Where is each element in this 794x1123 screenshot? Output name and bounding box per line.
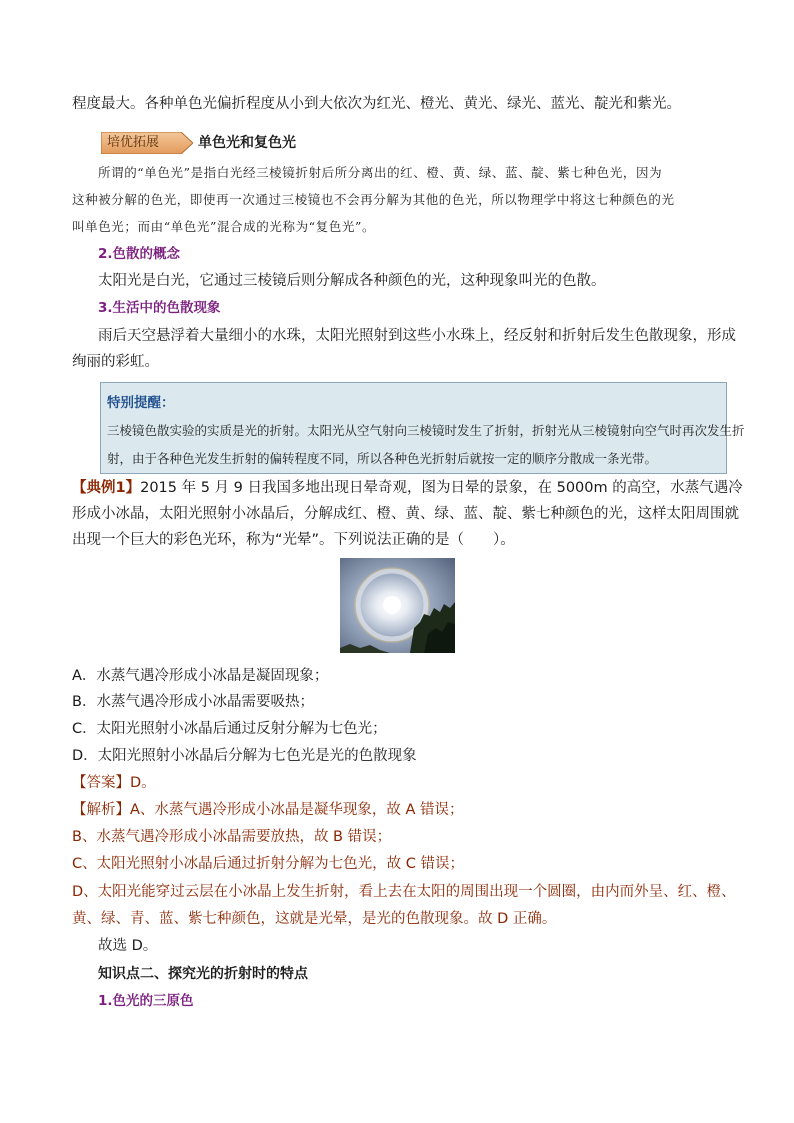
answer-label: 【答案】 [72, 775, 130, 791]
option-c: C．太阳光照射小冰晶后通过反射分解为七色光； [72, 721, 387, 737]
analysis-line-2: B、水蒸气遇冷形成小冰晶需要放热，故 B 错误； [72, 829, 392, 845]
primary-colors-heading: 1.色光的三原色 [98, 993, 194, 1009]
option-a: A．水蒸气遇冷形成小冰晶是凝固现象； [72, 668, 329, 684]
analysis-line-1 [72, 800, 727, 820]
knowledge-point-heading: 知识点二、探究光的折射时的特点 [98, 966, 308, 982]
extension-title: 单色光和复色光 [198, 135, 296, 151]
section2-heading: 2.色散的概念 [98, 246, 181, 262]
answer-line [72, 773, 727, 793]
analysis-label: 【解析】 [72, 802, 130, 818]
option-d: D．太阳光照射小冰晶后分解为七色光是光的色散现象 [72, 748, 417, 764]
section3-body-line-1: 雨后天空悬浮着大量细小的水珠，太阳光照射到这些小水珠上，经反射和折射后发生色散现象，形成 [98, 328, 736, 344]
tag-label: 培优拓展 [107, 135, 160, 150]
example-text-1: 2015 年 5 月 9 日我国多地出现日晕奇观，图为日晕的景象，在 5000m 的高空，水蒸气遇冷 [140, 480, 743, 496]
example-line-2: 形成小冰晶，太阳光照射小冰晶后，分解成红、橙、黄、绿、蓝、靛、紫七种颜色的光，这样太阳周围就 [72, 506, 739, 522]
note-line-2: 射，由于各种色光发生折射的偏转程度不同，所以各种色光折射后就按一定的顺序分散成一条光带。 [107, 451, 658, 466]
special-note-box [100, 382, 745, 474]
extension-line-3: 叫单色光；而由“单色光”混合成的光称为“复色光”。 [72, 219, 376, 234]
conclusion: 故选 D。 [98, 938, 158, 954]
note-line-1: 三棱镜色散实验的实质是光的折射。太阳光从空气射向三棱镜时发生了折射，折射光从三棱镜射向空气时再次发生折 [107, 423, 745, 438]
section3-heading: 3.生活中的色散现象 [98, 300, 221, 316]
analysis-line-4: D、太阳光能穿过云层在小冰晶上发生折射，看上去在太阳的周围出现一个圆圈，由内而外呈、红、橙、 [72, 884, 736, 900]
analysis-line-5: 黄、绿、青、蓝、紫七种颜色，这就是光晕，是光的色散现象。故 D 正确。 [72, 911, 557, 927]
section2-body: 太阳光是白光，它通过三棱镜后则分解成各种颜色的光，这种现象叫光的色散。 [98, 273, 606, 289]
example-line-1 [72, 478, 743, 498]
extension-line-2: 这种被分解的色光，即使再一次通过三棱镜也不会再分解为其他的色光，所以物理学中将这七种颜色的光 [72, 192, 675, 207]
analysis-line-3: C、太阳光照射小冰晶后通过折射分解为七色光，故 C 错误； [72, 856, 464, 872]
example-line-3: 出现一个巨大的彩色光环，称为“光晕”。下列说法正确的是（ ）。 [72, 532, 515, 548]
sun-halo-photo [340, 558, 455, 653]
example-label: 【典例1】 [72, 480, 141, 496]
option-b: B．水蒸气遇冷形成小冰晶需要吸热； [72, 694, 314, 710]
section3-body-line-2: 绚丽的彩虹。 [72, 354, 159, 370]
analysis-text-1: A、水蒸气遇冷形成小冰晶是凝华现象，故 A 错误； [130, 802, 464, 818]
intro-line: 程度最大。各种单色光偏折程度从小到大依次为红光、橙光、黄光、绿光、蓝光、靛光和紫光。 [72, 96, 681, 112]
answer-value: D。 [130, 775, 156, 791]
note-heading: 特别提醒： [107, 395, 175, 411]
extension-line-1: 所谓的“单色光”是指白光经三棱镜折射后所分离出的红、橙、黄、绿、蓝、靛、紫七种色光，因为 [98, 165, 663, 180]
sun-halo-image [340, 558, 455, 653]
extension-tag [101, 132, 193, 154]
